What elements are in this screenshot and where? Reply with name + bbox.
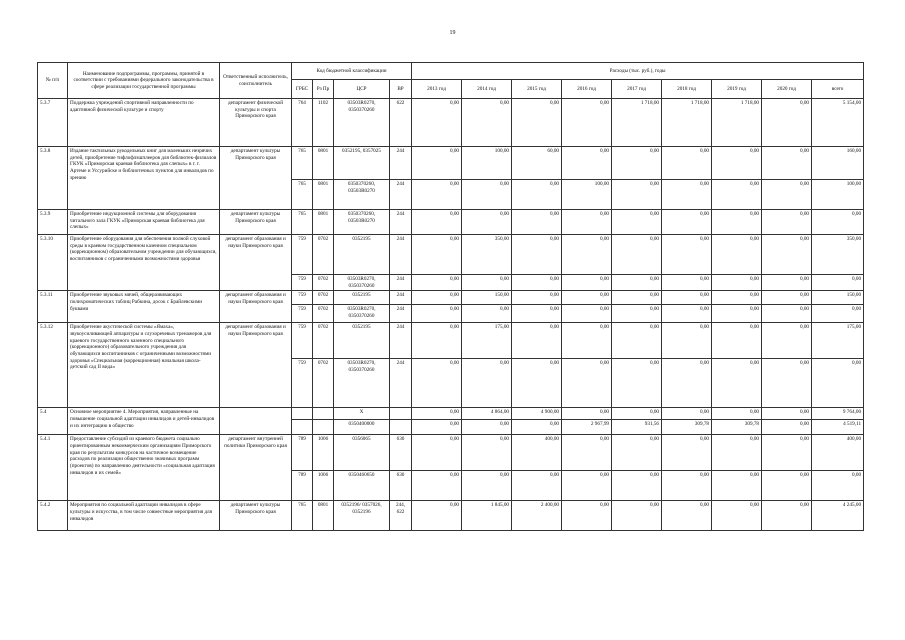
cell-rzpr: 0702 <box>313 323 334 359</box>
cell-year-value: 0,00 <box>712 501 762 531</box>
row-executor: департамент внутренней политики Приморского края <box>220 435 292 501</box>
header-num: № п/п <box>38 63 68 99</box>
cell-rzpr: 0702 <box>313 275 334 291</box>
cell-year-value: 0,00 <box>462 180 512 210</box>
cell-rzpr: 0801 <box>313 501 334 531</box>
cell-year-value: 0,00 <box>762 435 812 471</box>
cell-year-value: 0,00 <box>412 147 462 180</box>
cell-grbs: 759 <box>292 235 313 275</box>
cell-csr: 03503R0270, 0350370260 <box>334 99 390 147</box>
table-row <box>38 435 864 471</box>
cell-year-value: 0,00 <box>612 323 662 359</box>
cell-year-value: 0,00 <box>662 147 712 180</box>
row-number: 5.3.7 <box>38 99 68 147</box>
cell-year-value: 400,00 <box>512 435 562 471</box>
cell-year-value: 0,00 <box>612 275 662 291</box>
cell-rzpr: 0702 <box>313 291 334 305</box>
cell-year-value: 0,00 <box>462 435 512 471</box>
cell-total: 4 245,00 <box>812 501 864 531</box>
cell-year-value: 0,00 <box>662 501 712 531</box>
cell-vr: 244 <box>390 235 412 275</box>
cell-rzpr: 0702 <box>313 235 334 275</box>
cell-grbs: 759 <box>292 275 313 291</box>
cell-year-value: 4 864,00 <box>462 408 512 420</box>
cell-year-value: 0,00 <box>712 359 762 408</box>
cell-year-value: 0,00 <box>412 323 462 359</box>
cell-year-value: 0,00 <box>662 180 712 210</box>
cell-total: 5 154,00 <box>812 99 864 147</box>
cell-grbs: 764 <box>292 99 313 147</box>
cell-year-value: 0,00 <box>662 408 712 420</box>
cell-year-value: 175,00 <box>462 323 512 359</box>
cell-rzpr: 1006 <box>313 471 334 501</box>
cell-year-value: 0,00 <box>562 323 612 359</box>
row-name: Приобретение оборудования для обеспечения полной слуховой среды в краевом государственном казенном специальном (коррекционном) образовательном учреждении для обучающихся, воспитанников с ограниченными возможностями здоровья <box>68 235 220 291</box>
table-row <box>38 323 864 359</box>
cell-year-value: 0,00 <box>562 235 612 275</box>
header-year: 2013 год <box>412 80 462 99</box>
cell-year-value: 2 400,00 <box>512 501 562 531</box>
cell-year-value: 0,00 <box>412 305 462 323</box>
cell-grbs: 789 <box>292 435 313 471</box>
cell-rzpr: 1102 <box>313 99 334 147</box>
cell-year-value: 0,00 <box>512 305 562 323</box>
cell-year-value: 0,00 <box>712 180 762 210</box>
row-name: Приобретение звуковых мячей, общеразвивающих полихроматических таблиц Рабкина, досок с Брайлевскими буквами <box>68 291 220 323</box>
row-name: Предоставление субсидий из краевого бюджета социально ориентированным некоммерческим организациям Приморского края по результатам конкурсов на частичное возмещение расходов по реализации общественно значимых программ (проектов) по направлению деятельности «социальная адаптация инвалидов и их семей» <box>68 435 220 501</box>
cell-year-value: 0,00 <box>712 235 762 275</box>
cell-year-value: 0,00 <box>662 359 712 408</box>
cell-year-value: 4 900,00 <box>512 408 562 420</box>
cell-grbs <box>292 420 313 435</box>
row-executor: департамент образования и науки Приморского края <box>220 323 292 408</box>
row-name: Мероприятия по социальной адаптации инвалидов в сфере культуры и искусства, в том числе совместные мероприятия для инвалидов <box>68 501 220 531</box>
cell-year-value: 60,00 <box>512 147 562 180</box>
cell-year-value: 0,00 <box>712 435 762 471</box>
cell-year-value: 0,00 <box>512 275 562 291</box>
cell-total: 160,00 <box>812 147 864 180</box>
cell-year-value: 0,00 <box>662 210 712 235</box>
cell-rzpr: 0702 <box>313 305 334 323</box>
table-row <box>38 235 864 275</box>
cell-vr: 244 <box>390 323 412 359</box>
cell-year-value: 0,00 <box>512 420 562 435</box>
cell-year-value: 0,00 <box>562 471 612 501</box>
budget-table <box>37 62 864 531</box>
row-number: 5.4 <box>38 408 68 435</box>
header-year: 2020 год <box>762 80 812 99</box>
cell-year-value: 0,00 <box>662 471 712 501</box>
header-year: 2017 год <box>612 80 662 99</box>
cell-year-value: 0,00 <box>712 323 762 359</box>
cell-grbs: 765 <box>292 147 313 180</box>
cell-year-value: 1 718,00 <box>712 99 762 147</box>
cell-year-value: 0,00 <box>512 359 562 408</box>
cell-year-value: 0,00 <box>562 435 612 471</box>
cell-year-value: 0,00 <box>712 147 762 180</box>
cell-year-value: 0,00 <box>762 408 812 420</box>
cell-year-value: 0,00 <box>412 99 462 147</box>
table-row <box>38 408 864 420</box>
cell-year-value: 0,00 <box>412 501 462 531</box>
row-name: Издание тактильных рукодельных книг для маленьких незрячих детей, приобретение тифлофлэшплееров для библиотек-филиалов ГКУК «Приморская краевая библиотека для слепых» в г. г. Артеме и Уссурийске и библиотечных пунктов для инвалидов по зрению <box>68 147 220 210</box>
cell-csr: 0352195, 0357025 <box>334 147 390 180</box>
header-year: 2018 год <box>662 80 712 99</box>
table-row <box>38 210 864 235</box>
cell-year-value: 309,78 <box>662 420 712 435</box>
row-executor <box>220 408 292 435</box>
cell-total: 400,00 <box>812 435 864 471</box>
row-number: 5.4.1 <box>38 435 68 501</box>
cell-year-value: 0,00 <box>762 180 812 210</box>
cell-year-value: 0,00 <box>612 471 662 501</box>
header-kbk: Код бюджетной классификации <box>292 63 412 80</box>
cell-year-value: 0,00 <box>412 235 462 275</box>
cell-year-value: 0,00 <box>712 471 762 501</box>
header-name: Наименование подпрограммы, программы, принятой в соответствии с требованиями федерального законодательства в сфере реализации государственной программы <box>68 63 220 99</box>
row-executor: департамент культуры Приморского края <box>220 147 292 210</box>
cell-grbs: 765 <box>292 501 313 531</box>
row-name: Поддержка учреждений спортивной направленности по адаптивной физической культуре и спорту <box>68 99 220 147</box>
header-year: 2016 год <box>562 80 612 99</box>
cell-rzpr: 1006 <box>313 435 334 471</box>
cell-total: 0,00 <box>812 305 864 323</box>
cell-vr: 244 <box>390 147 412 180</box>
row-executor: департамент культуры Приморского края <box>220 210 292 235</box>
row-number: 5.4.2 <box>38 501 68 531</box>
cell-year-value: 0,00 <box>412 275 462 291</box>
cell-vr: 630 <box>390 471 412 501</box>
cell-vr <box>390 408 412 420</box>
cell-csr: 03503R0270, 0350370260 <box>334 305 390 323</box>
cell-year-value: 931,56 <box>612 420 662 435</box>
cell-year-value: 0,00 <box>462 305 512 323</box>
cell-total: 0,00 <box>812 275 864 291</box>
cell-year-value: 0,00 <box>662 235 712 275</box>
cell-total: 150,00 <box>812 291 864 305</box>
cell-total: 0,00 <box>812 471 864 501</box>
cell-year-value: 0,00 <box>512 180 562 210</box>
cell-rzpr <box>313 420 334 435</box>
cell-year-value: 0,00 <box>462 210 512 235</box>
cell-year-value: 0,00 <box>612 359 662 408</box>
cell-csr: 03503R0270, 0350370260 <box>334 275 390 291</box>
table-row <box>38 99 864 147</box>
cell-csr: 0352195 <box>334 235 390 275</box>
cell-year-value: 0,00 <box>712 275 762 291</box>
cell-year-value: 0,00 <box>462 275 512 291</box>
cell-year-value: 0,00 <box>762 501 812 531</box>
cell-year-value: 0,00 <box>762 275 812 291</box>
cell-year-value: 0,00 <box>462 99 512 147</box>
header-vr: ВР <box>390 80 412 99</box>
cell-year-value: 2 967,99 <box>562 420 612 435</box>
page-number: 19 <box>449 30 456 36</box>
row-number: 5.3.8 <box>38 147 68 210</box>
cell-year-value: 0,00 <box>662 435 712 471</box>
cell-csr: 0350400000 <box>334 420 390 435</box>
cell-year-value: 0,00 <box>412 291 462 305</box>
cell-grbs: 765 <box>292 210 313 235</box>
cell-year-value: 0,00 <box>512 471 562 501</box>
cell-vr: 244 <box>390 275 412 291</box>
header-year: 2015 год <box>512 80 562 99</box>
row-name: Приобретение акустической системы «Ямаха», звукоусиливающей аппаратуры и слухоречевых тренажеров для краевого государственного казенного специального (коррекционного) образовательного учреждения для обучающихся воспитанников с ограниченными возможностями здоровья «Специальная (коррекционная) начальная школа-детский сад II вида» <box>68 323 220 408</box>
cell-year-value: 0,00 <box>462 420 512 435</box>
table-row <box>38 291 864 305</box>
header-csr: ЦСР <box>334 80 390 99</box>
cell-grbs: 765 <box>292 180 313 210</box>
table-row <box>38 501 864 531</box>
cell-year-value: 0,00 <box>612 235 662 275</box>
cell-year-value: 0,00 <box>562 501 612 531</box>
cell-vr: 622 <box>390 99 412 147</box>
cell-year-value: 0,00 <box>562 305 612 323</box>
cell-year-value: 0,00 <box>562 99 612 147</box>
cell-grbs: 789 <box>292 471 313 501</box>
cell-year-value: 0,00 <box>512 291 562 305</box>
cell-total: 4 519,11 <box>812 420 864 435</box>
cell-csr: 0352195 <box>334 323 390 359</box>
cell-year-value: 0,00 <box>762 210 812 235</box>
cell-csr: 0350460650 <box>334 471 390 501</box>
cell-grbs <box>292 408 313 420</box>
cell-total: 0,00 <box>812 359 864 408</box>
cell-year-value: 0,00 <box>512 210 562 235</box>
header-executor: Ответственный исполнитель, соисполнитель <box>220 63 292 99</box>
cell-year-value: 0,00 <box>612 408 662 420</box>
cell-year-value: 1 718,00 <box>612 99 662 147</box>
cell-year-value: 0,00 <box>612 435 662 471</box>
cell-year-value: 0,00 <box>412 435 462 471</box>
cell-total: 350,00 <box>812 235 864 275</box>
cell-rzpr: 0702 <box>313 359 334 408</box>
cell-vr: 244 <box>390 180 412 210</box>
cell-csr: 0350370260, 03503R0270 <box>334 210 390 235</box>
cell-year-value: 1 845,00 <box>462 501 512 531</box>
cell-year-value: 0,00 <box>762 235 812 275</box>
table-body <box>38 99 864 531</box>
cell-csr: 0350370260, 03503R0270 <box>334 180 390 210</box>
cell-total: 100,00 <box>812 180 864 210</box>
cell-year-value: 0,00 <box>512 323 562 359</box>
cell-grbs: 759 <box>292 323 313 359</box>
cell-vr: 244 <box>390 359 412 408</box>
cell-year-value: 1 718,00 <box>662 99 712 147</box>
cell-grbs: 759 <box>292 291 313 305</box>
cell-year-value: 0,00 <box>512 235 562 275</box>
cell-year-value: 0,00 <box>612 305 662 323</box>
cell-year-value: 0,00 <box>612 180 662 210</box>
header-total: всего <box>812 80 864 99</box>
header-rzpr: Рз Пр <box>313 80 334 99</box>
cell-year-value: 0,00 <box>612 501 662 531</box>
cell-year-value: 0,00 <box>712 291 762 305</box>
cell-year-value: 0,00 <box>762 99 812 147</box>
row-executor: департамент образования и науки Приморского края <box>220 235 292 291</box>
cell-year-value: 0,00 <box>562 408 612 420</box>
row-executor: департамент образования и науки Приморского края <box>220 291 292 323</box>
cell-vr: 244 <box>390 305 412 323</box>
cell-total: 175,00 <box>812 323 864 359</box>
cell-vr: 244, 622 <box>390 501 412 531</box>
cell-rzpr: 0801 <box>313 147 334 180</box>
cell-year-value: 0,00 <box>412 210 462 235</box>
cell-year-value: 0,00 <box>462 471 512 501</box>
row-name: Основное мероприятие 4. Мероприятия, направленные на повышение социальной адаптации инвалидов и детей-инвалидов и их интеграцию в общество <box>68 408 220 435</box>
cell-vr: 244 <box>390 210 412 235</box>
cell-year-value: 100,00 <box>562 180 612 210</box>
row-number: 5.3.9 <box>38 210 68 235</box>
cell-year-value: 0,00 <box>762 323 812 359</box>
row-number: 5.3.10 <box>38 235 68 291</box>
header-year: 2019 год <box>712 80 762 99</box>
cell-csr: 0352195 <box>334 291 390 305</box>
cell-csr: 03503R0270, 0350370260 <box>334 359 390 408</box>
cell-year-value: 0,00 <box>412 420 462 435</box>
cell-year-value: 0,00 <box>412 359 462 408</box>
row-executor: департамент физической культуры и спорта Приморского края <box>220 99 292 147</box>
cell-year-value: 0,00 <box>512 99 562 147</box>
cell-grbs: 759 <box>292 359 313 408</box>
header-expenses: Расходы (тыс. руб.), годы <box>412 63 864 80</box>
cell-year-value: 0,00 <box>762 305 812 323</box>
cell-year-value: 0,00 <box>762 420 812 435</box>
header-grbs: ГРБС <box>292 80 313 99</box>
cell-vr: 630 <box>390 435 412 471</box>
cell-grbs: 759 <box>292 305 313 323</box>
cell-year-value: 0,00 <box>562 291 612 305</box>
cell-year-value: 150,00 <box>462 291 512 305</box>
cell-year-value: 0,00 <box>712 408 762 420</box>
cell-year-value: 0,00 <box>662 305 712 323</box>
cell-year-value: 0,00 <box>762 359 812 408</box>
cell-year-value: 0,00 <box>762 471 812 501</box>
cell-year-value: 0,00 <box>412 471 462 501</box>
row-executor: департамент культуры Приморского края <box>220 501 292 531</box>
cell-rzpr: 0801 <box>313 180 334 210</box>
cell-year-value: 0,00 <box>562 275 612 291</box>
table-row <box>38 147 864 180</box>
cell-year-value: 0,00 <box>712 210 762 235</box>
cell-year-value: 0,00 <box>412 180 462 210</box>
cell-csr: 0356065 <box>334 435 390 471</box>
cell-year-value: 0,00 <box>662 275 712 291</box>
row-name: Приобретение индукционной системы для оборудования читального зала ГКУК «Приморская краевая библиотека для слепых» <box>68 210 220 235</box>
cell-year-value: 0,00 <box>762 147 812 180</box>
cell-year-value: 0,00 <box>762 291 812 305</box>
cell-year-value: 0,00 <box>712 305 762 323</box>
cell-year-value: 0,00 <box>462 359 512 408</box>
cell-year-value: 100,00 <box>462 147 512 180</box>
cell-year-value: 0,00 <box>562 359 612 408</box>
cell-year-value: 0,00 <box>612 147 662 180</box>
cell-year-value: 0,00 <box>662 323 712 359</box>
cell-vr: 244 <box>390 291 412 305</box>
cell-csr: 0352196/ 0357026, 0352196 <box>334 501 390 531</box>
row-number: 5.3.12 <box>38 323 68 408</box>
cell-year-value: 309,78 <box>712 420 762 435</box>
cell-year-value: 0,00 <box>612 291 662 305</box>
cell-csr: X <box>334 408 390 420</box>
cell-total: 0,00 <box>812 210 864 235</box>
cell-total: 9 764,00 <box>812 408 864 420</box>
row-number: 5.3.11 <box>38 291 68 323</box>
table-header <box>38 63 864 99</box>
cell-rzpr <box>313 408 334 420</box>
cell-year-value: 0,00 <box>662 291 712 305</box>
cell-year-value: 0,00 <box>612 210 662 235</box>
cell-year-value: 0,00 <box>562 147 612 180</box>
cell-vr <box>390 420 412 435</box>
cell-year-value: 0,00 <box>562 210 612 235</box>
cell-rzpr: 0801 <box>313 210 334 235</box>
header-year: 2014 год <box>462 80 512 99</box>
cell-year-value: 350,00 <box>462 235 512 275</box>
cell-year-value: 0,00 <box>412 408 462 420</box>
